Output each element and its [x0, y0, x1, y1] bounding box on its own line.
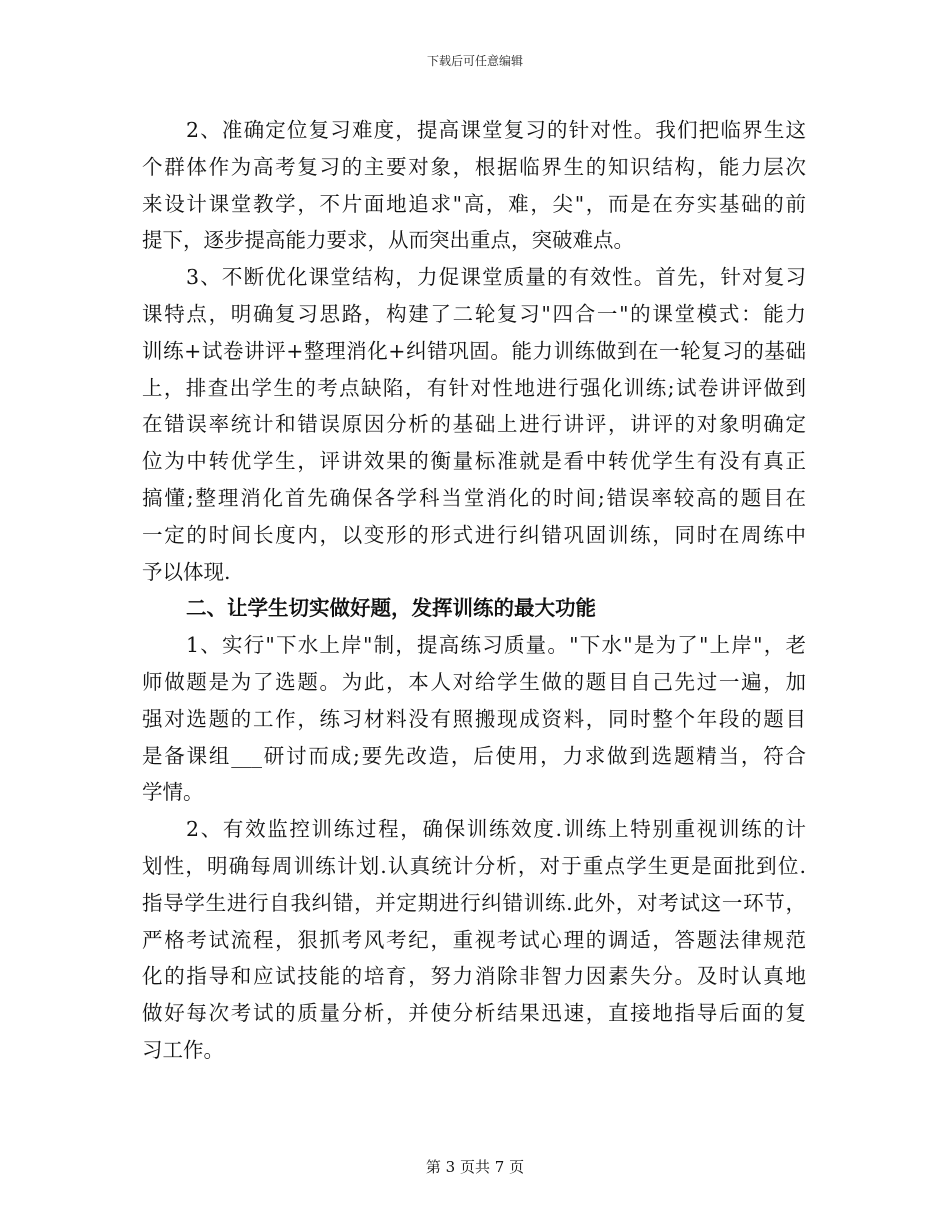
paragraph-line: 提下，逐步提高能力要求，从而突出重点，突破难点。: [142, 228, 634, 253]
paragraph-line: 搞懂;整理消化首先确保各学科当堂消化的时间;错误率较高的题目在: [142, 485, 806, 510]
paragraph-line: 强对选题的工作，练习材料没有照搬现成资料，同时整个年段的题目: [142, 706, 806, 731]
paragraph-line: 划性，明确每周训练计划.认真统计分析，对于重点学生更是面批到位.: [142, 853, 806, 878]
paragraph-line: 一定的时间长度内，以变形的形式进行纠错巩固训练，同时在周练中: [142, 522, 806, 547]
paragraph-line: 来设计课堂教学，不片面地追求"高，难，尖"，而是在夯实基础的前: [142, 191, 806, 216]
paragraph-line: 是备课组___研讨而成;要先改造，后使用，力求做到选题精当，符合: [142, 743, 806, 768]
paragraph-line: 严格考试流程，狠抓考风考纪，重视考试心理的调适，答题法律规范: [142, 927, 806, 952]
paragraph-line: 2、有效监控训练过程，确保训练效度.训练上特别重视训练的计: [186, 817, 806, 842]
paragraph-line: 位为中转优学生，评讲效果的衡量标准就是看中转优学生有没有真正: [142, 449, 806, 474]
page-header: 下载后可任意编辑: [426, 54, 523, 68]
page-footer: 第 3 页共 7 页: [425, 1158, 525, 1176]
paragraph-line: 在错误率统计和错误原因分析的基础上进行讲评，讲评的对象明确定: [142, 412, 806, 437]
paragraph-line: 3、不断优化课堂结构，力促课堂质量的有效性。首先，针对复习: [186, 265, 806, 290]
paragraph-line: 个群体作为高考复习的主要对象，根据临界生的知识结构，能力层次: [142, 154, 806, 179]
document-body: [142, 112, 806, 1069]
paragraph-line: 2、准确定位复习难度，提高课堂复习的针对性。我们把临界生这: [186, 118, 806, 142]
paragraph-line: 上，排查出学生的考点缺陷，有针对性地进行强化训练;试卷讲评做到: [142, 375, 806, 400]
paragraph-line: 课特点，明确复习思路，构建了二轮复习"四合一"的课堂模式：能力: [142, 301, 806, 326]
paragraph-line: 指导学生进行自我纠错，并定期进行纠错训练.此外，对考试这一环节，: [142, 890, 806, 915]
paragraph-line: 予以体现.: [142, 559, 231, 584]
paragraph-line: 师做题是为了选题。为此，本人对给学生做的题目自己先过一遍，加: [142, 669, 806, 694]
paragraph-line: 1、实行"下水上岸"制，提高练习质量。"下水"是为了"上岸"，老: [186, 633, 806, 658]
paragraph-line: 习工作。: [142, 1037, 224, 1062]
section-heading: 二、让学生切实做好题，发挥训练的最大功能: [186, 596, 596, 621]
paragraph-line: 化的指导和应试技能的培育，努力消除非智力因素失分。及时认真地: [142, 964, 806, 989]
paragraph-line: 学情。: [142, 780, 204, 805]
paragraph-line: 做好每次考试的质量分析，并使分析结果迅速，直接地指导后面的复: [142, 1001, 806, 1026]
paragraph-line: 训练+试卷讲评+整理消化+纠错巩固。能力训练做到在一轮复习的基础: [142, 338, 806, 363]
